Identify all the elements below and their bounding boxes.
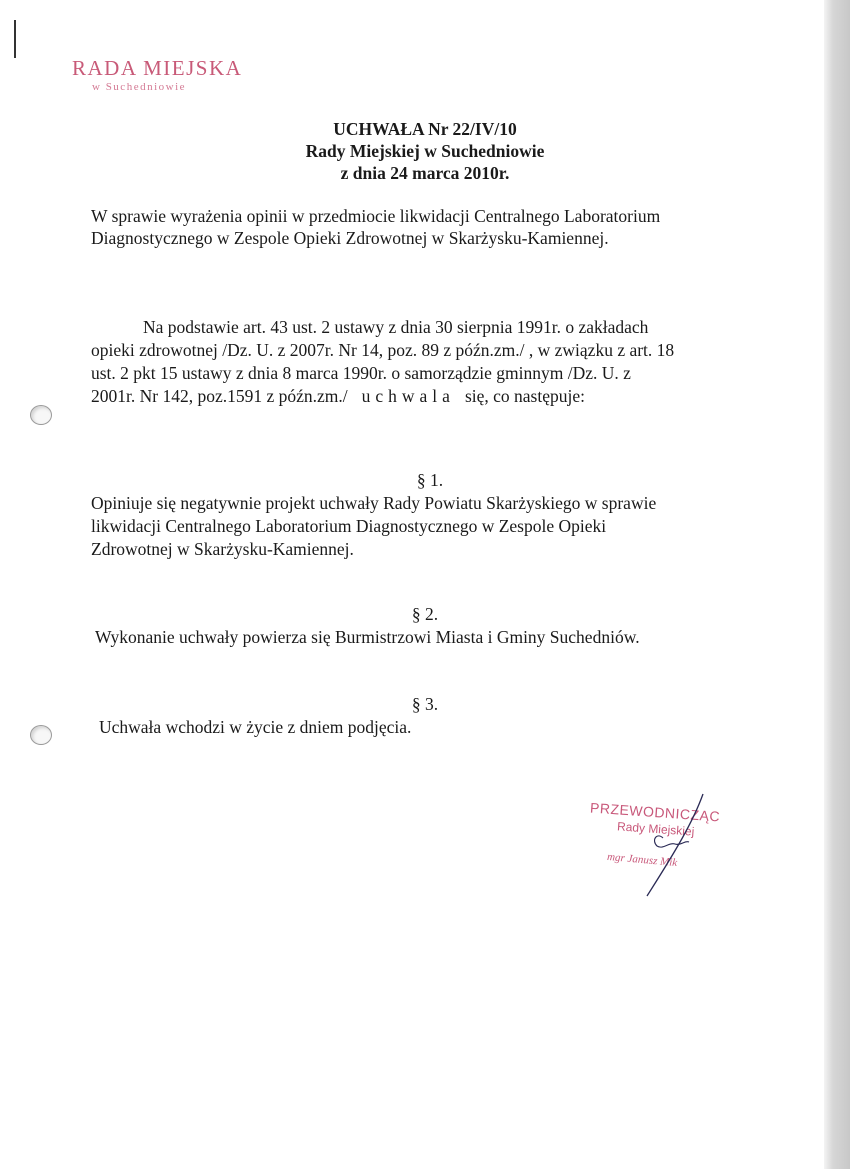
- paragraph-2-number: § 2.: [411, 604, 439, 624]
- paragraph-1-text: [91, 492, 781, 561]
- paragraph-2-line1: Wykonanie uchwały powierza się Burmistrzowi Miasta i Gminy Suchedniów.: [95, 627, 640, 647]
- subject-line1: W sprawie wyrażenia opinii w przedmiocie likwidacji Centralnego Laboratorium: [91, 206, 661, 226]
- basis-line1: Na podstawie art. 43 ust. 2 ustawy z dnia 30 sierpnia 1991r. o zakładach: [143, 317, 649, 337]
- chairman-stamp: [585, 792, 735, 902]
- chairman-stamp-line3: mgr Janusz Mik: [606, 850, 678, 870]
- basis-line4-end: się, co następuje:: [464, 386, 585, 406]
- paragraph-2-text: [95, 626, 785, 649]
- punch-hole-icon: [30, 725, 52, 745]
- paragraph-3-text: [99, 716, 789, 739]
- council-stamp-line2: w Suchedniowie: [92, 81, 187, 93]
- margin-mark: [14, 20, 16, 58]
- paragraph-1-line3: Zdrowotnej w Skarżysku-Kamiennej.: [91, 539, 354, 559]
- paragraph-1-line1: Opiniuje się negatywnie projekt uchwały Rady Powiatu Skarżyskiego w sprawie: [91, 493, 657, 513]
- chairman-stamp-line2: Rady Miejskiej: [616, 819, 695, 839]
- chairman-stamp-line1: PRZEWODNICZĄC: [589, 799, 721, 825]
- subject-line2: Diagnostycznego w Zespole Opieki Zdrowotnej w Skarżysku-Kamiennej.: [91, 228, 609, 248]
- resolution-title: [0, 118, 850, 184]
- resolution-subject: [91, 205, 781, 249]
- handwritten-signature: [585, 792, 735, 902]
- legal-basis: [91, 316, 781, 408]
- council-stamp-line1: RADA MIEJSKA: [72, 56, 243, 80]
- council-stamp: [72, 56, 242, 93]
- title-line2: Rady Miejskiej w Suchedniowie: [305, 141, 545, 161]
- title-line1: UCHWAŁA Nr 22/IV/10: [333, 119, 517, 139]
- basis-line2: opieki zdrowotnej /Dz. U. z 2007r. Nr 14, poz. 89 z późn.zm./ , w związku z art. 18: [91, 340, 675, 360]
- paragraph-1-line2: likwidacji Centralnego Laboratorium Diagnostycznego w Zespole Opieki: [91, 516, 607, 536]
- basis-line4-spaced: uchwala: [361, 386, 455, 406]
- basis-line4-start: 2001r. Nr 142, poz.1591 z późn.zm./: [91, 386, 348, 406]
- paragraph-3-number: § 3.: [411, 694, 439, 714]
- title-line3: z dnia 24 marca 2010r.: [340, 163, 510, 183]
- basis-line3: ust. 2 pkt 15 ustawy z dnia 8 marca 1990r. o samorządzie gminnym /Dz. U. z: [91, 363, 631, 383]
- paragraph-1-number: § 1.: [416, 470, 444, 490]
- punch-hole-icon: [30, 405, 52, 425]
- paragraph-3-line1: Uchwała wchodzi w życie z dniem podjęcia.: [99, 717, 412, 737]
